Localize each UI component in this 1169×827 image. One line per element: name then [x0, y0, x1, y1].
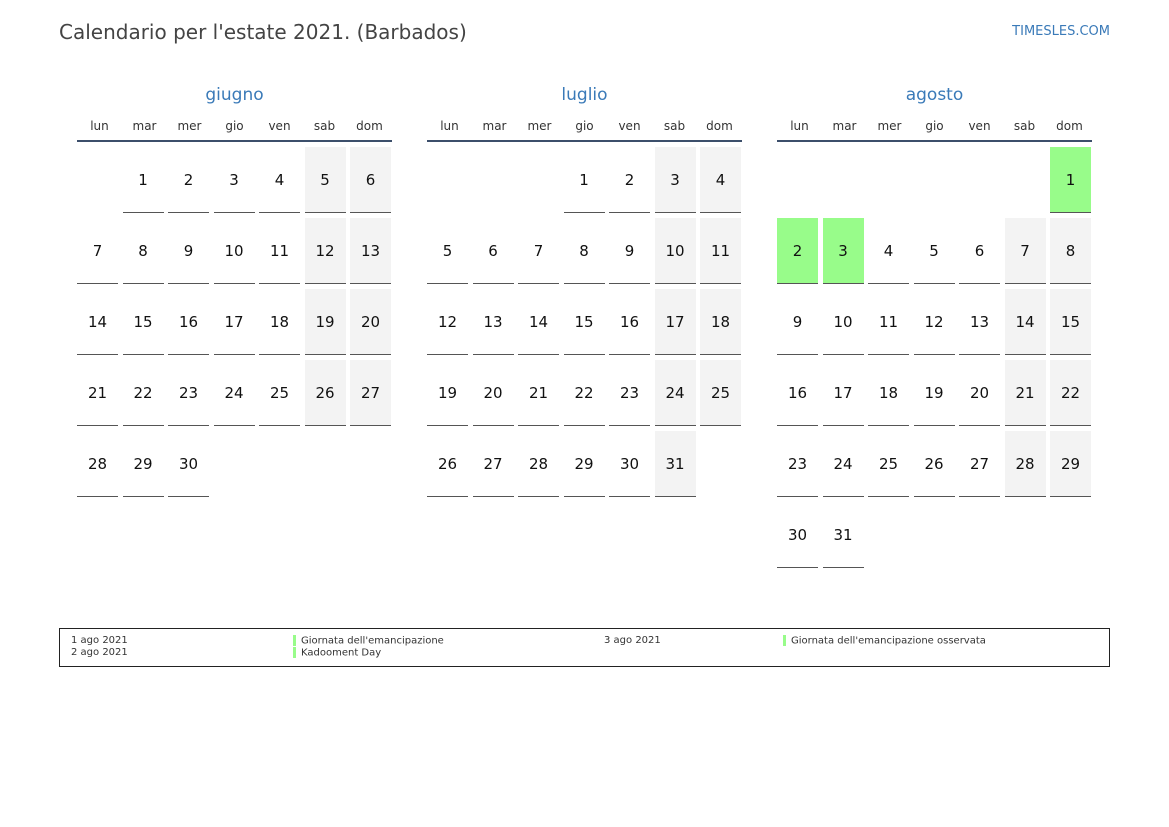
day-cell: 11 [868, 289, 909, 355]
day-grid [77, 147, 392, 497]
day-cell: 2 [168, 147, 209, 213]
day-cell: 23 [777, 431, 818, 497]
weekday-label-gio: gio [925, 119, 944, 133]
month-name: giugno [205, 85, 264, 105]
month-august [777, 84, 1092, 568]
empty-cell [427, 147, 468, 213]
day-cell: 10 [655, 218, 696, 284]
day-cell: 29 [1050, 431, 1091, 497]
day-cell: 12 [427, 289, 468, 355]
day-cell: 1 [564, 147, 605, 213]
day-cell: 30 [168, 431, 209, 497]
weekday-header [77, 112, 392, 142]
weekday-label-dom: dom [706, 119, 733, 133]
day-cell: 8 [1050, 218, 1091, 284]
legend-holiday [293, 647, 381, 660]
day-cell: 13 [959, 289, 1000, 355]
weekday-header [777, 112, 1092, 142]
legend-date: 2 ago 2021 [71, 647, 128, 658]
day-cell: 6 [350, 147, 391, 213]
day-cell: 12 [914, 289, 955, 355]
day-cell: 5 [914, 218, 955, 284]
holiday-legend [59, 628, 1110, 667]
holiday-color-marker [293, 647, 296, 658]
holiday-color-marker [783, 635, 786, 646]
day-cell: 7 [518, 218, 559, 284]
day-cell: 29 [564, 431, 605, 497]
empty-cell [868, 147, 909, 213]
day-cell: 5 [427, 218, 468, 284]
weekday-label-dom: dom [356, 119, 383, 133]
day-cell: 3 [655, 147, 696, 213]
legend-holiday [293, 635, 444, 648]
day-cell: 18 [700, 289, 741, 355]
day-cell: 18 [868, 360, 909, 426]
empty-cell [823, 147, 864, 213]
weekday-label-mer: mer [177, 119, 202, 133]
day-cell: 24 [655, 360, 696, 426]
weekday-label-mer: mer [877, 119, 902, 133]
legend-holiday-name: Kadooment Day [301, 647, 382, 659]
day-cell: 14 [77, 289, 118, 355]
day-cell: 4 [259, 147, 300, 213]
day-cell: 11 [700, 218, 741, 284]
day-cell: 17 [823, 360, 864, 426]
day-cell: 20 [959, 360, 1000, 426]
holiday-day-cell: 2 [777, 218, 818, 284]
day-cell: 21 [1005, 360, 1046, 426]
day-cell: 20 [350, 289, 391, 355]
day-cell: 14 [1005, 289, 1046, 355]
day-cell: 28 [77, 431, 118, 497]
legend-holiday-name: Giornata dell'emancipazione [301, 635, 444, 647]
weekday-label-sab: sab [663, 119, 686, 133]
day-cell: 25 [259, 360, 300, 426]
holiday-color-marker [293, 635, 296, 646]
weekday-label-mar: mar [132, 119, 157, 133]
day-cell: 21 [518, 360, 559, 426]
day-cell: 10 [823, 289, 864, 355]
day-cell: 13 [473, 289, 514, 355]
weekday-label-gio: gio [575, 119, 594, 133]
legend-holiday-name: Giornata dell'emancipazione osservata [791, 635, 986, 647]
day-grid [427, 147, 742, 497]
day-grid [777, 147, 1092, 568]
day-cell: 20 [473, 360, 514, 426]
day-cell: 6 [959, 218, 1000, 284]
day-cell: 30 [609, 431, 650, 497]
day-cell: 27 [350, 360, 391, 426]
day-cell: 27 [473, 431, 514, 497]
empty-cell [77, 147, 118, 213]
empty-cell [1005, 147, 1046, 213]
day-cell: 2 [609, 147, 650, 213]
empty-cell [959, 147, 1000, 213]
day-cell: 10 [214, 218, 255, 284]
legend-date: 1 ago 2021 [71, 635, 128, 646]
day-cell: 6 [473, 218, 514, 284]
day-cell: 28 [1005, 431, 1046, 497]
day-cell: 18 [259, 289, 300, 355]
day-cell: 22 [564, 360, 605, 426]
weekday-label-dom: dom [1056, 119, 1083, 133]
day-cell: 5 [305, 147, 346, 213]
day-cell: 23 [168, 360, 209, 426]
day-cell: 15 [123, 289, 164, 355]
day-cell: 1 [123, 147, 164, 213]
day-cell: 9 [777, 289, 818, 355]
day-cell: 22 [1050, 360, 1091, 426]
legend-holiday [783, 635, 986, 648]
day-cell: 3 [214, 147, 255, 213]
month-name: luglio [561, 85, 608, 105]
weekday-label-ven: ven [968, 119, 991, 133]
weekday-label-lun: lun [790, 119, 809, 133]
day-cell: 9 [168, 218, 209, 284]
empty-cell [914, 147, 955, 213]
page-title: Calendario per l'estate 2021. (Barbados) [59, 20, 467, 44]
weekday-label-lun: lun [90, 119, 109, 133]
day-cell: 29 [123, 431, 164, 497]
day-cell: 16 [609, 289, 650, 355]
day-cell: 31 [655, 431, 696, 497]
day-cell: 15 [564, 289, 605, 355]
day-cell: 27 [959, 431, 1000, 497]
month-july [427, 84, 742, 497]
weekday-label-ven: ven [618, 119, 641, 133]
empty-cell [518, 147, 559, 213]
day-cell: 4 [700, 147, 741, 213]
day-cell: 19 [427, 360, 468, 426]
weekday-label-mer: mer [527, 119, 552, 133]
empty-cell [777, 147, 818, 213]
day-cell: 7 [77, 218, 118, 284]
month-name: agosto [905, 85, 964, 105]
day-cell: 8 [123, 218, 164, 284]
weekday-label-lun: lun [440, 119, 459, 133]
day-cell: 16 [168, 289, 209, 355]
weekday-header [427, 112, 742, 142]
day-cell: 15 [1050, 289, 1091, 355]
day-cell: 9 [609, 218, 650, 284]
legend-date: 3 ago 2021 [604, 635, 661, 646]
day-cell: 28 [518, 431, 559, 497]
day-cell: 26 [427, 431, 468, 497]
day-cell: 24 [214, 360, 255, 426]
weekday-label-ven: ven [268, 119, 291, 133]
day-cell: 14 [518, 289, 559, 355]
empty-cell [473, 147, 514, 213]
weekday-label-mar: mar [832, 119, 857, 133]
day-cell: 7 [1005, 218, 1046, 284]
day-cell: 30 [777, 502, 818, 568]
day-cell: 22 [123, 360, 164, 426]
day-cell: 26 [914, 431, 955, 497]
weekday-label-mar: mar [482, 119, 507, 133]
day-cell: 8 [564, 218, 605, 284]
day-cell: 4 [868, 218, 909, 284]
weekday-label-sab: sab [313, 119, 336, 133]
day-cell: 17 [214, 289, 255, 355]
day-cell: 16 [777, 360, 818, 426]
holiday-day-cell: 1 [1050, 147, 1091, 213]
day-cell: 31 [823, 502, 864, 568]
day-cell: 23 [609, 360, 650, 426]
day-cell: 26 [305, 360, 346, 426]
day-cell: 11 [259, 218, 300, 284]
day-cell: 17 [655, 289, 696, 355]
day-cell: 13 [350, 218, 391, 284]
day-cell: 25 [700, 360, 741, 426]
weekday-label-gio: gio [225, 119, 244, 133]
weekday-label-sab: sab [1013, 119, 1036, 133]
month-june [77, 84, 392, 497]
day-cell: 21 [77, 360, 118, 426]
day-cell: 19 [914, 360, 955, 426]
holiday-day-cell: 3 [823, 218, 864, 284]
day-cell: 12 [305, 218, 346, 284]
day-cell: 24 [823, 431, 864, 497]
day-cell: 25 [868, 431, 909, 497]
site-link[interactable]: TIMESLES.COM [1012, 24, 1110, 39]
day-cell: 19 [305, 289, 346, 355]
